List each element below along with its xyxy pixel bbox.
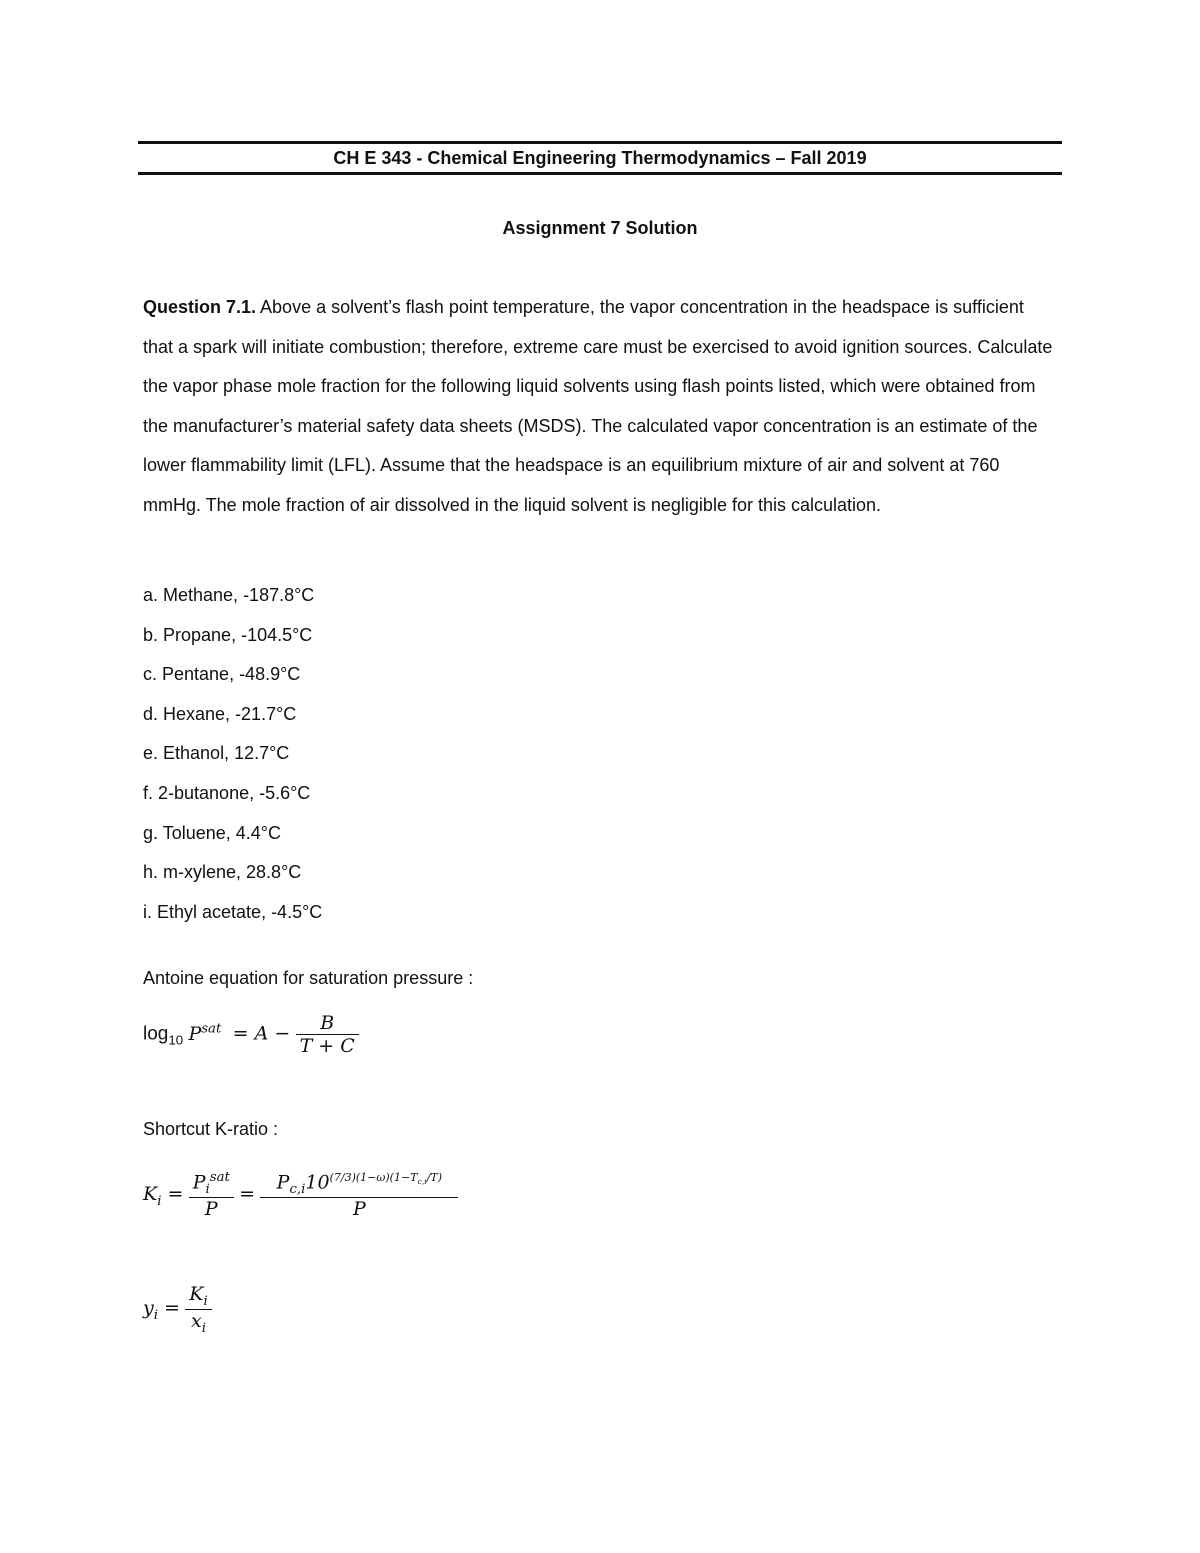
assignment-title: Assignment 7 Solution [502,218,698,238]
vapor-fraction-equation: $y_i$ = $\frac{K_i}{x_i}$ [143,1283,212,1336]
k-ratio-equation: $K_i$ = $\frac{P_i^{sat}}{P}$ = $\frac{P_{c,i}10^{(7/3)(1-\omega)(1-T_{c,i}/T)}}{P}$ [143,1170,458,1220]
solvent-list [143,576,643,932]
list-item: g. Toluene, 4.4°C [143,822,281,843]
list-item: i. Ethyl acetate, -4.5°C [143,901,323,922]
course-title: CH E 343 - Chemical Engineering Thermodynamics – Fall 2019 [333,148,867,168]
header-top-rule [138,141,1062,144]
antoine-equation: $\log_{10} P^{sat} = A$ − $\frac{B}{T + C}$ [143,1012,359,1057]
list-item: c. Pentane, -48.9°C [143,664,301,685]
list-item: h. m-xylene, 28.8°C [143,862,302,883]
list-item: e. Ethanol, 12.7°C [143,743,290,764]
question-paragraph [143,288,1058,525]
antoine-label: Antoine equation for saturation pressure : [143,968,474,988]
question-label: Question 7.1. [143,297,257,317]
list-item: b. Propane, -104.5°C [143,624,313,645]
shortcut-label: Shortcut K-ratio : [143,1119,279,1139]
list-item: d. Hexane, -21.7°C [143,703,297,724]
question-text: Above a solvent’s flash point temperature, the vapor concentration in the headspace is sufficient that a spark will initiate combustion; therefore, extreme care must be exercised to avoid ignition sources. Calculate the vapor phase mole fraction for the following liquid solvents using flash points listed, which were obtained from the manufacturer’s material safety data sheets (MSDS). The calculated vapor concentration is an estimate of the lower flammability limit (LFL). Assume that the headspace is an equilibrium mixture of air and solvent at 760 mmHg. The mole fraction of air dissolved in the liquid solvent is negligible for this calculation. [143,297,1053,515]
list-item: f. 2-butanone, -5.6°C [143,782,311,803]
header-bottom-rule [138,172,1062,175]
list-item: a. Methane, -187.8°C [143,585,315,605]
